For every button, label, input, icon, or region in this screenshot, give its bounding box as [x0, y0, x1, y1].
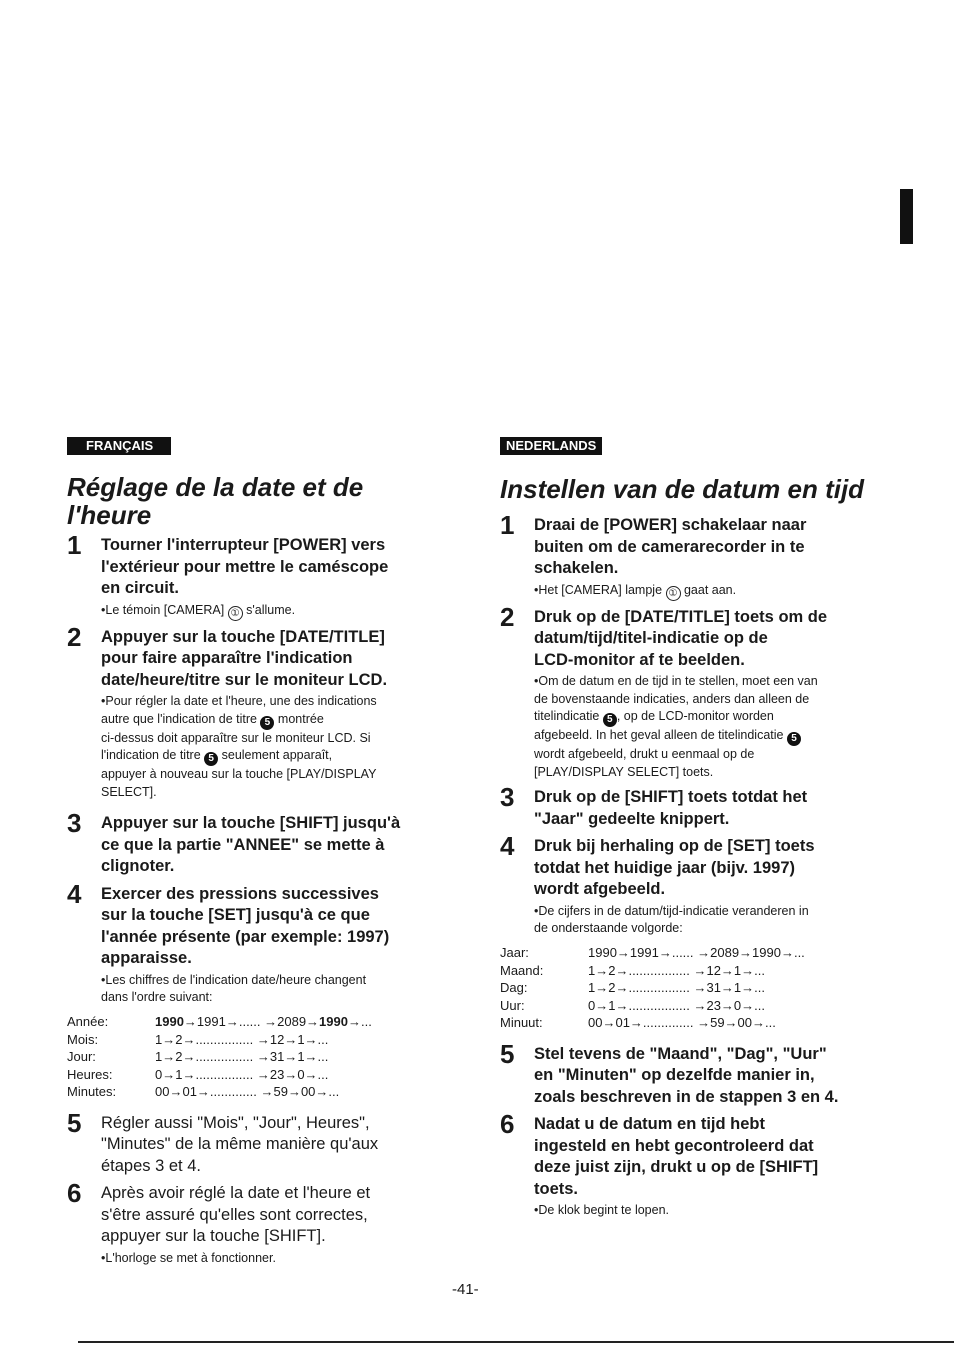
- section-tab-marker: [900, 189, 913, 244]
- french-step-4: [67, 878, 439, 1101]
- step-note: •De cijfers in de datum/tijd-indicatie veranderen in de onderstaande volgorde:: [534, 903, 809, 936]
- step-number: 1: [500, 510, 515, 540]
- step-text: Tourner l'interrupteur [POWER] vers l'extérieur pour mettre le caméscope en circuit.: [101, 536, 389, 597]
- table-row: Dag: 1→2→................. →31→1→...: [500, 980, 765, 996]
- step-number: 5: [500, 1038, 515, 1069]
- step-number: 2: [67, 621, 82, 652]
- table-row: Jour: 1→2→................ →31→1→...: [67, 1049, 329, 1065]
- table-row: Année: 1990→1991→...... →2089→1990→...: [67, 1014, 372, 1030]
- title-indicator-icon: 5: [260, 716, 274, 730]
- french-date-sequence-table: [67, 1013, 372, 1101]
- table-row: Heures: 0→1→................ →23→0→...: [67, 1066, 329, 1082]
- step-note: •De klok begint te lopen.: [534, 1203, 670, 1218]
- step-note: •Om de datum en de tijd in te stellen, moet een van de bovenstaande indicaties, anders dan alleen de titelindicatie 5 , op de LCD-monitor worden afgebeeld. In het geval alleen de titelindicatie 5 wordt afgebeeld, drukt u eenmaal op de [PLAY/DISPLAY SELECT] toets.: [534, 674, 818, 779]
- step-note: •Het [CAMERA] lampje ① gaat aan.: [534, 582, 737, 599]
- step-number: 5: [67, 1107, 82, 1138]
- step-text: Nadat u de datum en tijd hebt ingesteld en hebt gecontroleerd dat deze juist zijn, drukt u op de [SHIFT] toets.: [534, 1115, 819, 1198]
- page-number: -41-: [452, 1281, 479, 1298]
- french-step-2: [67, 621, 439, 802]
- title-indicator-icon: 5: [204, 752, 218, 766]
- dutch-step-3: [500, 782, 872, 830]
- step-number: 3: [500, 782, 515, 813]
- french-step-1: [67, 530, 439, 621]
- french-step-5: [67, 1107, 439, 1178]
- table-row: Minutes: 00→01→............. →59→00→...: [67, 1084, 340, 1100]
- french-step-6: [67, 1178, 439, 1267]
- dutch-step-5: [500, 1038, 872, 1109]
- table-row: Maand: 1→2→................. →12→1→...: [500, 962, 765, 978]
- indicator-1-icon: ①: [666, 586, 681, 601]
- dutch-title: Instellen van de datum en tijd: [500, 474, 865, 504]
- step-note: •L'horloge se met à fonctionner.: [101, 1250, 276, 1265]
- bottom-rule: [78, 1341, 954, 1343]
- french-column: [67, 437, 439, 1267]
- step-text: Druk op de [DATE/TITLE] toets om de datum/tijd/titel-indicatie op de LCD-monitor af te beelden.: [534, 607, 828, 669]
- table-row: Uur: 0→1→................. →23→0→...: [500, 997, 765, 1013]
- table-row: Minuut: 00→01→.............. →59→00→...: [500, 1015, 776, 1031]
- step-number: 2: [500, 601, 515, 632]
- step-number: 6: [500, 1109, 515, 1140]
- step-text: Exercer des pressions successives sur la touche [SET] jusqu'à ce que l'année présente (par exemple: 1997) apparaisse.: [101, 884, 390, 968]
- step-text: Stel tevens de "Maand", "Dag", "Uur" en "Minuten" op dezelfde manier in, zoals beschreven in de stappen 3 en 4.: [534, 1044, 839, 1106]
- step-text: Après avoir réglé la date et l'heure et s'être assuré qu'elles sont correctes, appuyer sur la touche [SHIFT].: [101, 1184, 371, 1246]
- step-note: •Le témoin [CAMERA] ① s'allume.: [101, 602, 296, 619]
- dutch-column: [500, 437, 872, 1220]
- title-indicator-icon: 5: [787, 732, 801, 746]
- table-row: Mois: 1→2→................ →12→1→...: [67, 1031, 329, 1047]
- step-number: 4: [500, 831, 515, 862]
- french-step-3: [67, 808, 439, 878]
- step-note: •Les chiffres de l'indication date/heure changent dans l'ordre suivant:: [101, 972, 367, 1005]
- step-text: Régler aussi "Mois", "Jour", Heures", "Minutes" de la même manière qu'aux étapes 3 et 4.: [101, 1113, 379, 1175]
- dutch-step-1: [500, 510, 872, 601]
- step-number: 1: [67, 530, 82, 560]
- step-text: Appuyer sur la touche [DATE/TITLE] pour faire apparaître l'indication date/heure/titre sur le moniteur LCD.: [101, 627, 388, 689]
- table-row: Jaar: 1990→1991→...... →2089→1990→...: [500, 945, 805, 961]
- dutch-date-sequence-table: [500, 944, 805, 1032]
- step-number: 6: [67, 1178, 82, 1209]
- step-number: 3: [67, 808, 82, 839]
- dutch-step-4: [500, 831, 872, 1031]
- dutch-step-6: [500, 1109, 872, 1220]
- step-note: •Pour régler la date et l'heure, une des indications autre que l'indication de titre 5 montrée ci-dessus doit apparaître sur le moniteur LCD. Si l'indication de titre 5 seulement apparaît, appuyer à nouveau sur la touche [PLAY/DISPLAY SELECT].: [101, 694, 377, 799]
- title-indicator-icon: 5: [603, 713, 617, 727]
- step-text: Appuyer sur la touche [SHIFT] jusqu'à ce que la partie "ANNEE" se mette à clignoter.: [101, 814, 401, 876]
- step-text: Draai de [POWER] schakelaar naar buiten om de camerarecorder in te schakelen.: [534, 516, 807, 577]
- language-label-french: FRANÇAIS: [67, 437, 171, 455]
- indicator-1-icon: ①: [228, 606, 243, 621]
- language-label-dutch: NEDERLANDS: [500, 437, 602, 455]
- step-number: 4: [67, 878, 82, 909]
- french-title: Réglage de la date et de l'heure: [67, 472, 364, 530]
- step-text: Druk bij herhaling op de [SET] toets totdat het huidige jaar (bijv. 1997) wordt afgebeeld.: [534, 837, 815, 899]
- step-text: Druk op de [SHIFT] toets totdat het "Jaar" gedeelte knippert.: [534, 788, 808, 828]
- dutch-step-2: [500, 601, 872, 782]
